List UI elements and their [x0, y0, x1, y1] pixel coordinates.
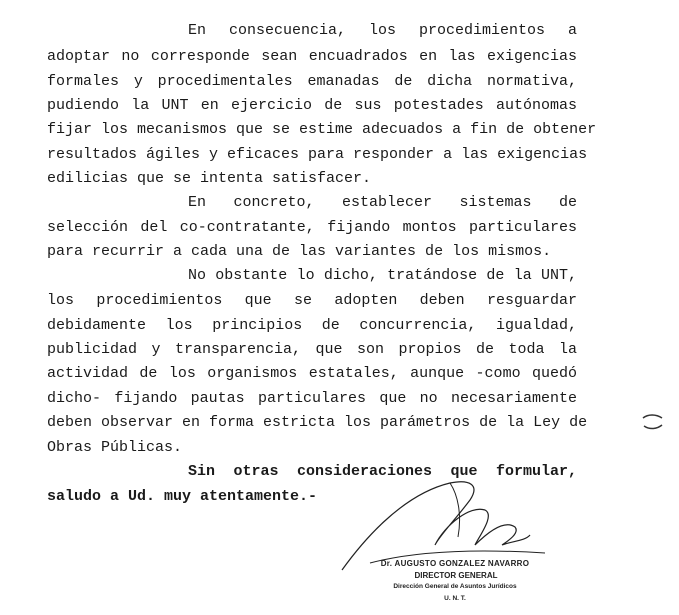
- signatory-department: Dirección General de Asuntos Jurídicos: [393, 583, 517, 590]
- text-line: En concreto, establecer sistemas de: [188, 194, 577, 211]
- text-line: adoptar no corresponde sean encuadrados en las exigencias: [47, 48, 577, 65]
- margin-mark-icon: [640, 410, 666, 434]
- closing-line: Sin otras consideraciones que formular,: [188, 463, 577, 480]
- text-line: los procedimientos que se adopten deben resguardar: [47, 292, 577, 309]
- text-line: Obras Públicas.: [47, 439, 183, 456]
- signatory-university: U. N. T.: [444, 595, 466, 602]
- text-line: dicho- fijando pautas particulares que no necesariamente: [47, 390, 577, 407]
- text-line: En consecuencia, los procedimientos a: [188, 22, 577, 39]
- text-line: para recurrir a cada una de las variantes de los mismos.: [47, 243, 552, 260]
- text-line: pudiendo la UNT en ejercicio de sus potestades autónomas: [47, 97, 577, 114]
- text-line: resultados ágiles y eficaces para responder a las exigencias: [47, 146, 588, 163]
- text-line: No obstante lo dicho, tratándose de la UNT,: [188, 267, 577, 284]
- text-line: selección del co-contratante, fijando montos particulares: [47, 219, 577, 236]
- signatory-name: Dr. AUGUSTO GONZALEZ NAVARRO: [380, 559, 530, 568]
- text-line: fijar los mecanismos que se estime adecuados a fin de obtener: [47, 121, 597, 138]
- text-line: actividad de los organismos estatales, aunque -como quedó: [47, 365, 577, 382]
- text-line: formales y procedimentales emanadas de dicha normativa,: [47, 73, 577, 90]
- text-line: deben observar en forma estricta los parámetros de la Ley de: [47, 414, 588, 431]
- text-line: edilicias que se intenta satisfacer.: [47, 170, 372, 187]
- signatory-title: DIRECTOR GENERAL: [414, 571, 498, 580]
- text-line: debidamente los principios de concurrencia, igualdad,: [47, 317, 577, 334]
- text-line: publicidad y transparencia, que son propios de toda la: [47, 341, 577, 358]
- closing-line: saludo a Ud. muy atentamente.-: [47, 488, 318, 505]
